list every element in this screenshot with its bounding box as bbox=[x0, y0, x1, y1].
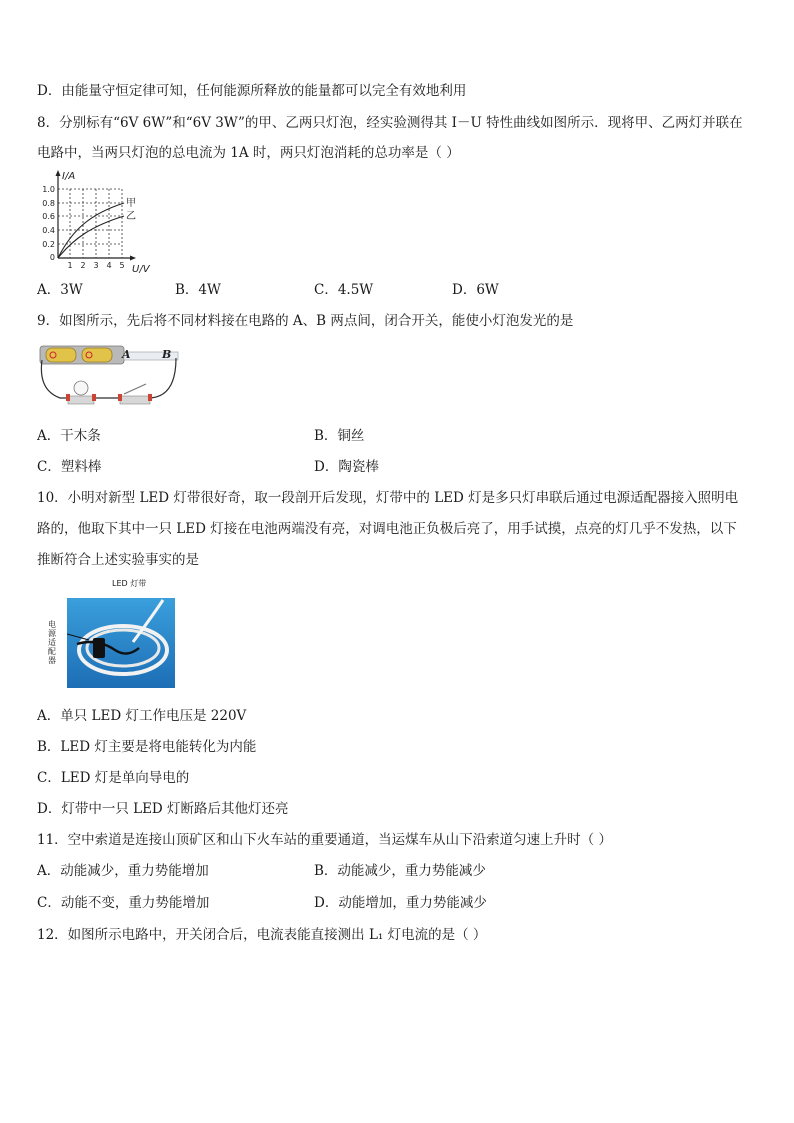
q10-photo-caption-side: 电源适配器 bbox=[48, 620, 56, 665]
q11-stem: 11．空中索道是连接山顶矿区和山下火车站的重要通道，当运煤车从山下沿索道匀速上升时（ ） bbox=[37, 832, 612, 848]
q10-stem-line1: 10．小明对新型 LED 灯带很好奇，取一段剖开后发现，灯带中的 LED 灯是多只灯串联后通过电源适配器接入照明电 bbox=[37, 490, 739, 506]
q12-stem: 12．如图所示电路中，开关闭合后，电流表能直接测出 L₁ 灯电流的是（ ） bbox=[37, 927, 487, 943]
y-tick: 0.8 bbox=[42, 199, 55, 208]
y-tick: 0.2 bbox=[42, 240, 55, 249]
q11-option-d: D．动能增加，重力势能减少 bbox=[314, 895, 487, 911]
q9-option-b: B．铜丝 bbox=[314, 428, 365, 444]
y-tick: 0.4 bbox=[42, 226, 55, 235]
label-b: B bbox=[162, 348, 172, 361]
q9-option-c: C．塑料棒 bbox=[37, 459, 102, 475]
q8-option-d: D．6W bbox=[452, 282, 499, 298]
q10-option-c: C．LED 灯是单向导电的 bbox=[37, 770, 190, 786]
curve-label-jia: 甲 bbox=[126, 198, 136, 209]
x-axis-label: U/V bbox=[132, 264, 150, 274]
x-tick: 1 bbox=[67, 261, 73, 270]
q10-option-a: A．单只 LED 灯工作电压是 220V bbox=[37, 708, 247, 724]
y-tick: 0.6 bbox=[42, 212, 55, 221]
q8-option-b: B．4W bbox=[175, 282, 221, 298]
q8-option-a: A．3W bbox=[37, 282, 83, 298]
y-axis-label: I/A bbox=[62, 171, 76, 182]
q11-option-a: A．动能减少，重力势能增加 bbox=[37, 863, 209, 879]
y-tick: 1.0 bbox=[42, 185, 55, 194]
q10-led-photo bbox=[67, 598, 175, 688]
q11-option-c: C．动能不变，重力势能增加 bbox=[37, 895, 210, 911]
q8-option-c: C．4.5W bbox=[314, 282, 374, 298]
q10-option-d: D．灯带中一只 LED 灯断路后其他灯还亮 bbox=[37, 801, 289, 817]
q8-stem-line2: 电路中，当两只灯泡的总电流为 1A 时，两只灯泡消耗的总功率是（ ） bbox=[37, 145, 460, 161]
x-tick: 3 bbox=[93, 261, 99, 270]
q8-stem-line1: 8．分别标有“6V 6W”和“6V 3W”的甲、乙两只灯泡，经实验测得其 I－U 特性曲线如图所示．现将甲、乙两灯并联在 bbox=[37, 115, 743, 131]
q10-stem-line2: 路的，他取下其中一只 LED 灯接在电池两端没有亮，对调电池正负极后亮了，用手试摸，点亮的灯几乎不发热，以下 bbox=[37, 521, 737, 537]
x-tick: 4 bbox=[106, 261, 112, 270]
x-tick: 2 bbox=[80, 261, 86, 270]
curve-jia bbox=[58, 203, 124, 258]
q8-iu-chart bbox=[36, 168, 156, 274]
q11-option-b: B．动能减少，重力势能减少 bbox=[314, 863, 486, 879]
q9-circuit-figure bbox=[36, 340, 182, 410]
x-tick: 5 bbox=[119, 261, 125, 270]
q10-photo-caption-top: LED 灯带 bbox=[112, 579, 147, 588]
q10-stem-line3: 推断符合上述实验事实的是 bbox=[37, 552, 199, 568]
curve-yi bbox=[58, 216, 124, 258]
q9-option-d: D．陶瓷棒 bbox=[314, 459, 379, 475]
y-tick: 0 bbox=[49, 253, 55, 262]
q7-option-d: D．由能量守恒定律可知，任何能源所释放的能量都可以完全有效地利用 bbox=[37, 83, 467, 99]
label-a: A bbox=[122, 348, 131, 361]
q10-option-b: B．LED 灯主要是将电能转化为内能 bbox=[37, 739, 257, 755]
curve-label-yi: 乙 bbox=[126, 211, 136, 222]
q9-option-a: A．干木条 bbox=[37, 428, 101, 444]
q9-stem: 9．如图所示，先后将不同材料接在电路的 A、B 两点间，闭合开关，能使小灯泡发光的是 bbox=[37, 313, 574, 329]
